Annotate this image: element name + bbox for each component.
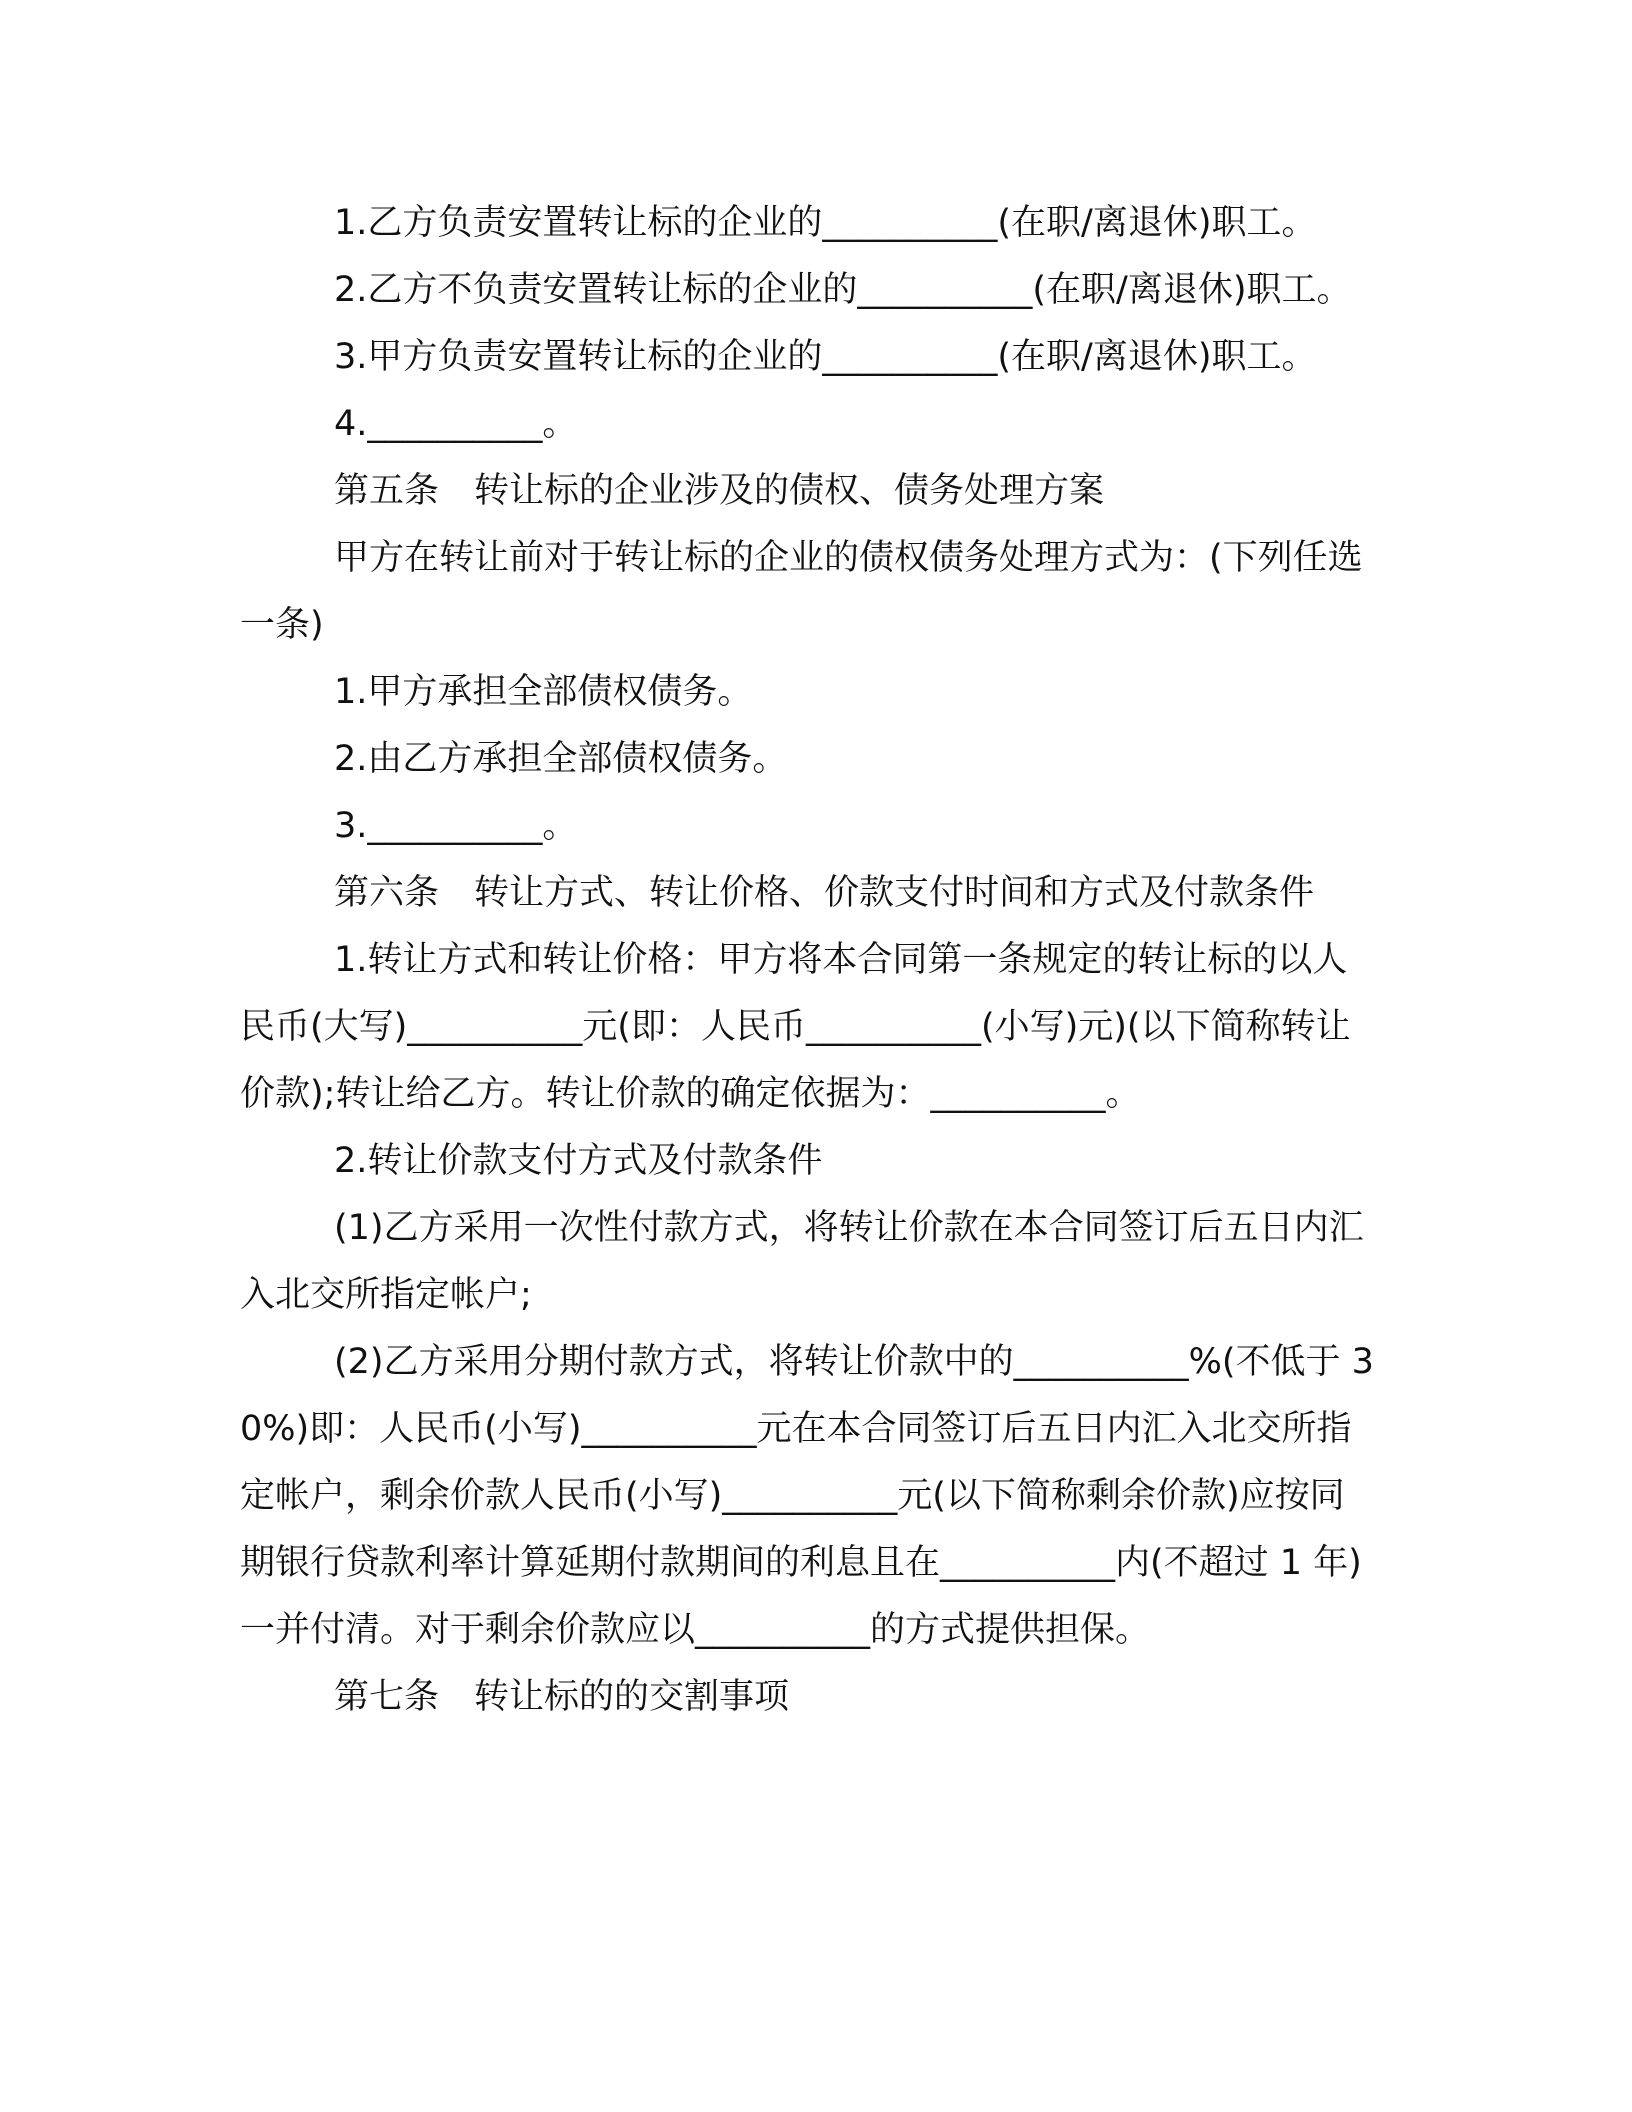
article-7-heading: 第七条 转让标的的交割事项 xyxy=(334,1677,790,1717)
payment-method-heading: 2.转让价款支付方式及付款条件 xyxy=(334,1141,823,1181)
document-body xyxy=(240,190,1375,1731)
clause-item-4: 4.__________。 xyxy=(334,404,578,444)
clause-item-3: 3.甲方负责安置转让标的企业的__________(在职/离退休)职工。 xyxy=(334,337,1317,377)
debt-option-1: 1.甲方承担全部债权债务。 xyxy=(334,672,753,712)
debt-option-3: 3.__________。 xyxy=(334,806,578,846)
debt-option-2: 2.由乙方承担全部债权债务。 xyxy=(334,739,788,779)
article-5-heading: 第五条 转让标的企业涉及的债权、债务处理方案 xyxy=(334,471,1105,511)
payment-option-lump-sum: (1)乙方采用一次性付款方式，将转让价款在本合同签订后五日内汇入北交所指定帐户; xyxy=(240,1208,1364,1315)
payment-option-installment: (2)乙方采用分期付款方式，将转让价款中的__________%(不低于 30%)即：人民币(小写)__________元在本合同签订后五日内汇入北交所指定帐户，剩余价款人民币(小写)__________元(以下简称剩余价款)应按同期银行贷款利率计算延期付款期间的利息且在__________内(不超过 1 年)一并付清。对于剩余价款应以__________的方式提供担保。 xyxy=(240,1342,1374,1650)
article-6-heading: 第六条 转让方式、转让价格、价款支付时间和方式及付款条件 xyxy=(334,873,1315,913)
article-5-intro: 甲方在转让前对于转让标的企业的债权债务处理方式为：(下列任选一条) xyxy=(240,538,1363,645)
clause-item-2: 2.乙方不负责安置转让标的企业的__________(在职/离退休)职工。 xyxy=(334,270,1352,310)
clause-item-1: 1.乙方负责安置转让标的企业的__________(在职/离退休)职工。 xyxy=(334,203,1317,243)
transfer-method-price: 1.转让方式和转让价格：甲方将本合同第一条规定的转让标的以人民币(大写)__________元(即：人民币__________(小写)元)(以下简称转让价款);转让给乙方。转让价款的确定依据为：__________。 xyxy=(240,940,1351,1114)
